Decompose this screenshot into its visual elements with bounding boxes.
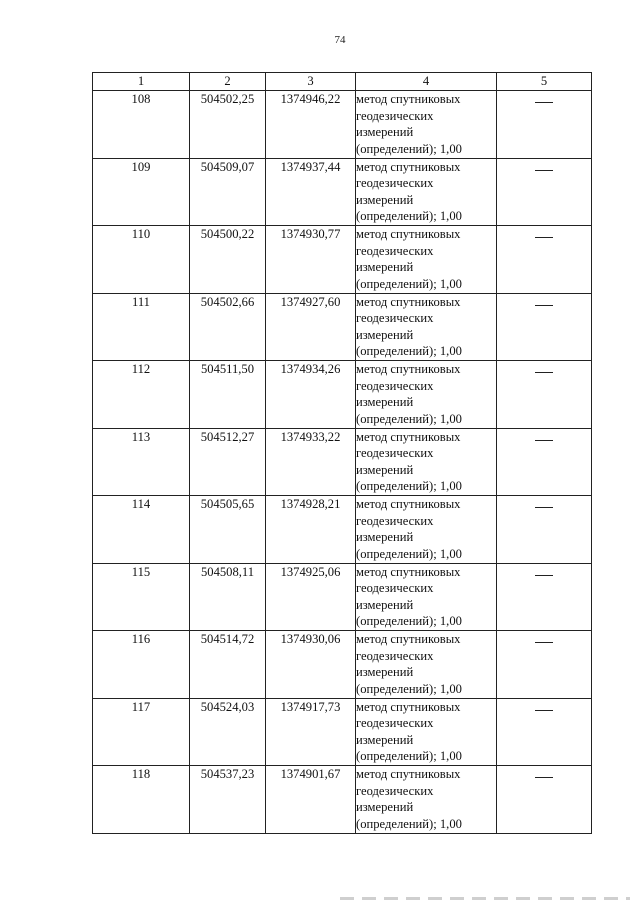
method-line: (определений); 1,00 <box>356 681 462 696</box>
method-cell <box>356 361 497 429</box>
method-cell <box>356 766 497 834</box>
dash-mark <box>535 710 553 711</box>
method-line: измерений <box>356 327 414 342</box>
column-header-4: 4 <box>356 73 497 91</box>
dash-mark <box>535 170 553 171</box>
method-cell <box>356 496 497 564</box>
note-cell <box>497 496 592 564</box>
x-coordinate-cell: 504524,03 <box>190 698 266 766</box>
x-coordinate-cell: 504514,72 <box>190 631 266 699</box>
method-cell <box>356 293 497 361</box>
method-line: метод спутниковых <box>356 227 461 241</box>
method-line: геодезических <box>356 311 434 326</box>
method-line: (определений); 1,00 <box>356 276 462 291</box>
note-cell <box>497 91 592 159</box>
note-cell <box>497 766 592 834</box>
table-row <box>93 428 592 496</box>
table-row <box>93 698 592 766</box>
note-cell <box>497 563 592 631</box>
method-line: метод спутниковых <box>356 767 461 781</box>
method-line: геодезических <box>356 513 434 528</box>
method-cell <box>356 91 497 159</box>
page-number: 74 <box>334 34 346 46</box>
method-line: метод спутниковых <box>356 632 461 646</box>
x-coordinate-cell: 504511,50 <box>190 361 266 429</box>
column-header-2: 2 <box>190 73 266 91</box>
x-coordinate-cell: 504502,25 <box>190 91 266 159</box>
method-line: измерений <box>356 260 414 275</box>
y-coordinate-cell: 1374930,77 <box>266 226 356 294</box>
y-coordinate-cell: 1374917,73 <box>266 698 356 766</box>
table-row <box>93 496 592 564</box>
table-body <box>93 91 592 834</box>
column-header-3: 3 <box>266 73 356 91</box>
note-cell <box>497 226 592 294</box>
coordinates-table <box>92 72 592 834</box>
method-line: метод спутниковых <box>356 564 461 579</box>
x-coordinate-cell: 504500,22 <box>190 226 266 294</box>
x-coordinate-cell: 504537,23 <box>190 766 266 834</box>
method-line: (определений); 1,00 <box>356 749 462 764</box>
method-line: геодезических <box>356 446 434 461</box>
note-cell <box>497 361 592 429</box>
method-line: геодезических <box>356 716 434 731</box>
method-line: (определений); 1,00 <box>356 546 462 561</box>
note-cell <box>497 698 592 766</box>
y-coordinate-cell: 1374933,22 <box>266 428 356 496</box>
table-row <box>93 563 592 631</box>
note-cell <box>497 631 592 699</box>
method-line: измерений <box>356 800 414 815</box>
method-line: (определений); 1,00 <box>356 209 462 224</box>
dash-mark <box>535 507 553 508</box>
table-row <box>93 226 592 294</box>
x-coordinate-cell: 504512,27 <box>190 428 266 496</box>
method-line: (определений); 1,00 <box>356 344 462 359</box>
y-coordinate-cell: 1374946,22 <box>266 91 356 159</box>
y-coordinate-cell: 1374928,21 <box>266 496 356 564</box>
method-line: измерений <box>356 732 414 747</box>
method-line: геодезических <box>356 648 434 663</box>
point-number-cell: 116 <box>93 631 190 699</box>
point-number-cell: 112 <box>93 361 190 429</box>
dash-mark <box>535 305 553 306</box>
y-coordinate-cell: 1374901,67 <box>266 766 356 834</box>
point-number-cell: 113 <box>93 428 190 496</box>
method-line: измерений <box>356 530 414 545</box>
method-cell <box>356 631 497 699</box>
method-line: метод спутниковых <box>356 699 461 714</box>
point-number-cell: 114 <box>93 496 190 564</box>
method-line: измерений <box>356 597 414 612</box>
dash-mark <box>535 575 553 576</box>
column-header-1: 1 <box>93 73 190 91</box>
method-line: геодезических <box>356 581 434 596</box>
dash-mark <box>535 372 553 373</box>
method-cell <box>356 698 497 766</box>
point-number-cell: 111 <box>93 293 190 361</box>
y-coordinate-cell: 1374934,26 <box>266 361 356 429</box>
dash-mark <box>535 102 553 103</box>
method-line: измерений <box>356 395 414 410</box>
method-line: (определений); 1,00 <box>356 479 462 494</box>
table-row <box>93 361 592 429</box>
method-line: метод спутниковых <box>356 92 461 106</box>
dash-mark <box>535 440 553 441</box>
method-line: геодезических <box>356 783 434 798</box>
x-coordinate-cell: 504505,65 <box>190 496 266 564</box>
y-coordinate-cell: 1374925,06 <box>266 563 356 631</box>
dash-mark <box>535 777 553 778</box>
table-row <box>93 631 592 699</box>
table-row <box>93 293 592 361</box>
dash-mark <box>535 237 553 238</box>
scan-artifact <box>340 897 630 900</box>
method-line: измерений <box>356 665 414 680</box>
method-line: (определений); 1,00 <box>356 816 462 831</box>
method-line: метод спутниковых <box>356 362 461 376</box>
method-line: измерений <box>356 192 414 207</box>
note-cell <box>497 428 592 496</box>
point-number-cell: 115 <box>93 563 190 631</box>
table-row <box>93 91 592 159</box>
method-line: измерений <box>356 462 414 477</box>
method-cell <box>356 158 497 226</box>
method-line: метод спутниковых <box>356 294 461 309</box>
method-line: геодезических <box>356 108 434 123</box>
method-cell <box>356 563 497 631</box>
table-header-row <box>93 73 592 91</box>
point-number-cell: 110 <box>93 226 190 294</box>
method-line: измерений <box>356 125 414 140</box>
method-cell <box>356 226 497 294</box>
point-number-cell: 118 <box>93 766 190 834</box>
method-cell <box>356 428 497 496</box>
y-coordinate-cell: 1374927,60 <box>266 293 356 361</box>
method-line: метод спутниковых <box>356 429 461 444</box>
table-row <box>93 158 592 226</box>
x-coordinate-cell: 504508,11 <box>190 563 266 631</box>
x-coordinate-cell: 504502,66 <box>190 293 266 361</box>
method-line: (определений); 1,00 <box>356 141 462 156</box>
method-line: (определений); 1,00 <box>356 411 462 426</box>
point-number-cell: 108 <box>93 91 190 159</box>
method-line: метод спутниковых <box>356 497 461 511</box>
note-cell <box>497 158 592 226</box>
x-coordinate-cell: 504509,07 <box>190 158 266 226</box>
table-row <box>93 766 592 834</box>
point-number-cell: 117 <box>93 698 190 766</box>
y-coordinate-cell: 1374937,44 <box>266 158 356 226</box>
method-line: геодезических <box>356 378 434 393</box>
point-number-cell: 109 <box>93 158 190 226</box>
note-cell <box>497 293 592 361</box>
method-line: геодезических <box>356 243 434 258</box>
column-header-5: 5 <box>497 73 592 91</box>
dash-mark <box>535 642 553 643</box>
method-line: геодезических <box>356 176 434 191</box>
method-line: (определений); 1,00 <box>356 614 462 629</box>
y-coordinate-cell: 1374930,06 <box>266 631 356 699</box>
method-line: метод спутниковых <box>356 159 461 174</box>
